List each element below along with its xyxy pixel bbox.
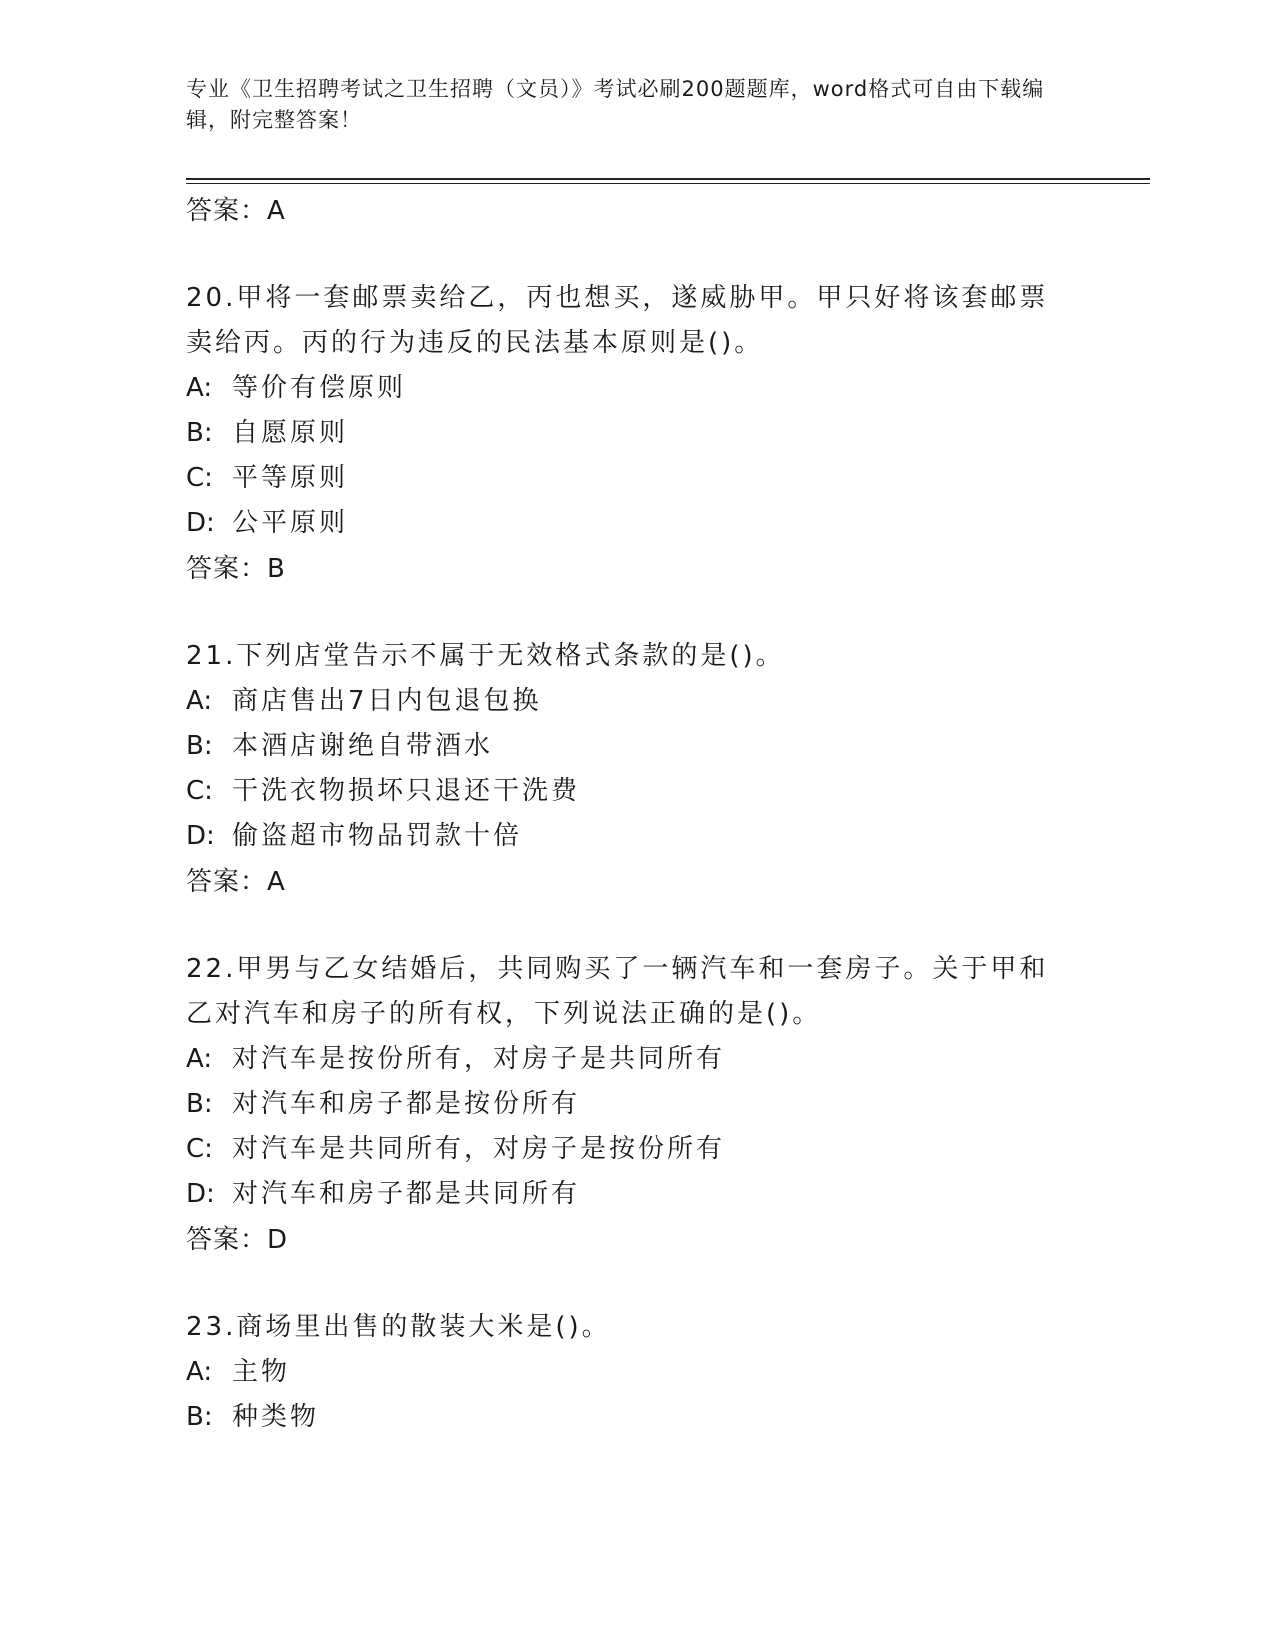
question-list (186, 188, 1086, 1440)
option-text: 自愿原则 (232, 418, 349, 448)
option-text: 对汽车和房子都是按份所有 (232, 1089, 581, 1119)
question-block (186, 1305, 1086, 1440)
header-divider-thin (186, 183, 1150, 184)
option-text: 对汽车和房子都是共同所有 (232, 1179, 581, 1209)
option-item (186, 769, 1086, 814)
answer-line (186, 188, 1086, 234)
option-text: 偷盗超市物品罚款十倍 (232, 821, 523, 851)
option-letter: D: (186, 821, 215, 851)
question-text: 20.甲将一套邮票卖给乙，丙也想买，遂威胁甲。甲只好将该套邮票卖给丙。丙的行为违反的民法基本原则是()。 (186, 283, 1049, 358)
answer-label: 答案： (186, 196, 268, 226)
answer-line (186, 859, 1086, 905)
option-item (186, 814, 1086, 859)
option-letter: A: (186, 1044, 213, 1074)
option-item (186, 1127, 1086, 1172)
option-letter: A: (186, 686, 213, 716)
option-item (186, 1172, 1086, 1217)
answer-label: 答案： (186, 867, 268, 897)
answer-line (186, 546, 1086, 592)
option-letter: C: (186, 1134, 213, 1164)
answer-label: 答案： (186, 1225, 268, 1255)
option-letter: B: (186, 731, 213, 761)
question-block (186, 947, 1086, 1263)
answer-value: D (267, 1225, 289, 1255)
question-block (186, 276, 1086, 592)
option-text: 主物 (232, 1357, 291, 1387)
option-item (186, 679, 1086, 724)
option-letter: D: (186, 1179, 215, 1209)
option-item (186, 501, 1086, 546)
option-item (186, 1037, 1086, 1082)
option-text: 种类物 (232, 1402, 320, 1432)
question-text: 23.商场里出售的散装大米是()。 (186, 1312, 611, 1342)
option-text: 等价有偿原则 (232, 373, 407, 403)
option-item (186, 366, 1086, 411)
answer-value: A (267, 867, 286, 897)
option-text: 公平原则 (232, 508, 349, 538)
answer-value: A (267, 196, 286, 226)
option-letter: C: (186, 776, 213, 806)
option-letter: B: (186, 1402, 213, 1432)
question-text: 21.下列店堂告示不属于无效格式条款的是()。 (186, 641, 785, 671)
option-text: 本酒店谢绝自带酒水 (232, 731, 494, 761)
option-item (186, 456, 1086, 501)
question-text: 22.甲男与乙女结婚后，共同购买了一辆汽车和一套房子。关于甲和乙对汽车和房子的所有权，下列说法正确的是()。 (186, 954, 1049, 1029)
option-item (186, 411, 1086, 456)
option-text: 平等原则 (232, 463, 349, 493)
answer-line (186, 1217, 1086, 1263)
header-divider-thick (186, 178, 1150, 180)
option-item (186, 1350, 1086, 1395)
option-text: 干洗衣物损坏只退还干洗费 (232, 776, 581, 806)
page-header: 专业《卫生招聘考试之卫生招聘（文员）》考试必刷200题题库，word格式可自由下载编辑，附完整答案！ (186, 77, 1045, 132)
option-letter: B: (186, 418, 213, 448)
option-letter: A: (186, 373, 213, 403)
answer-label: 答案： (186, 554, 268, 584)
option-item (186, 1395, 1086, 1440)
option-text: 对汽车是按份所有，对房子是共同所有 (232, 1044, 726, 1074)
option-item (186, 724, 1086, 769)
option-letter: B: (186, 1089, 213, 1119)
question-block (186, 634, 1086, 905)
option-text: 商店售出7日内包退包换 (232, 686, 542, 716)
option-item (186, 1082, 1086, 1127)
option-letter: D: (186, 508, 215, 538)
option-letter: A: (186, 1357, 213, 1387)
answer-value: B (267, 554, 286, 584)
option-text: 对汽车是共同所有，对房子是按份所有 (232, 1134, 726, 1164)
option-letter: C: (186, 463, 213, 493)
